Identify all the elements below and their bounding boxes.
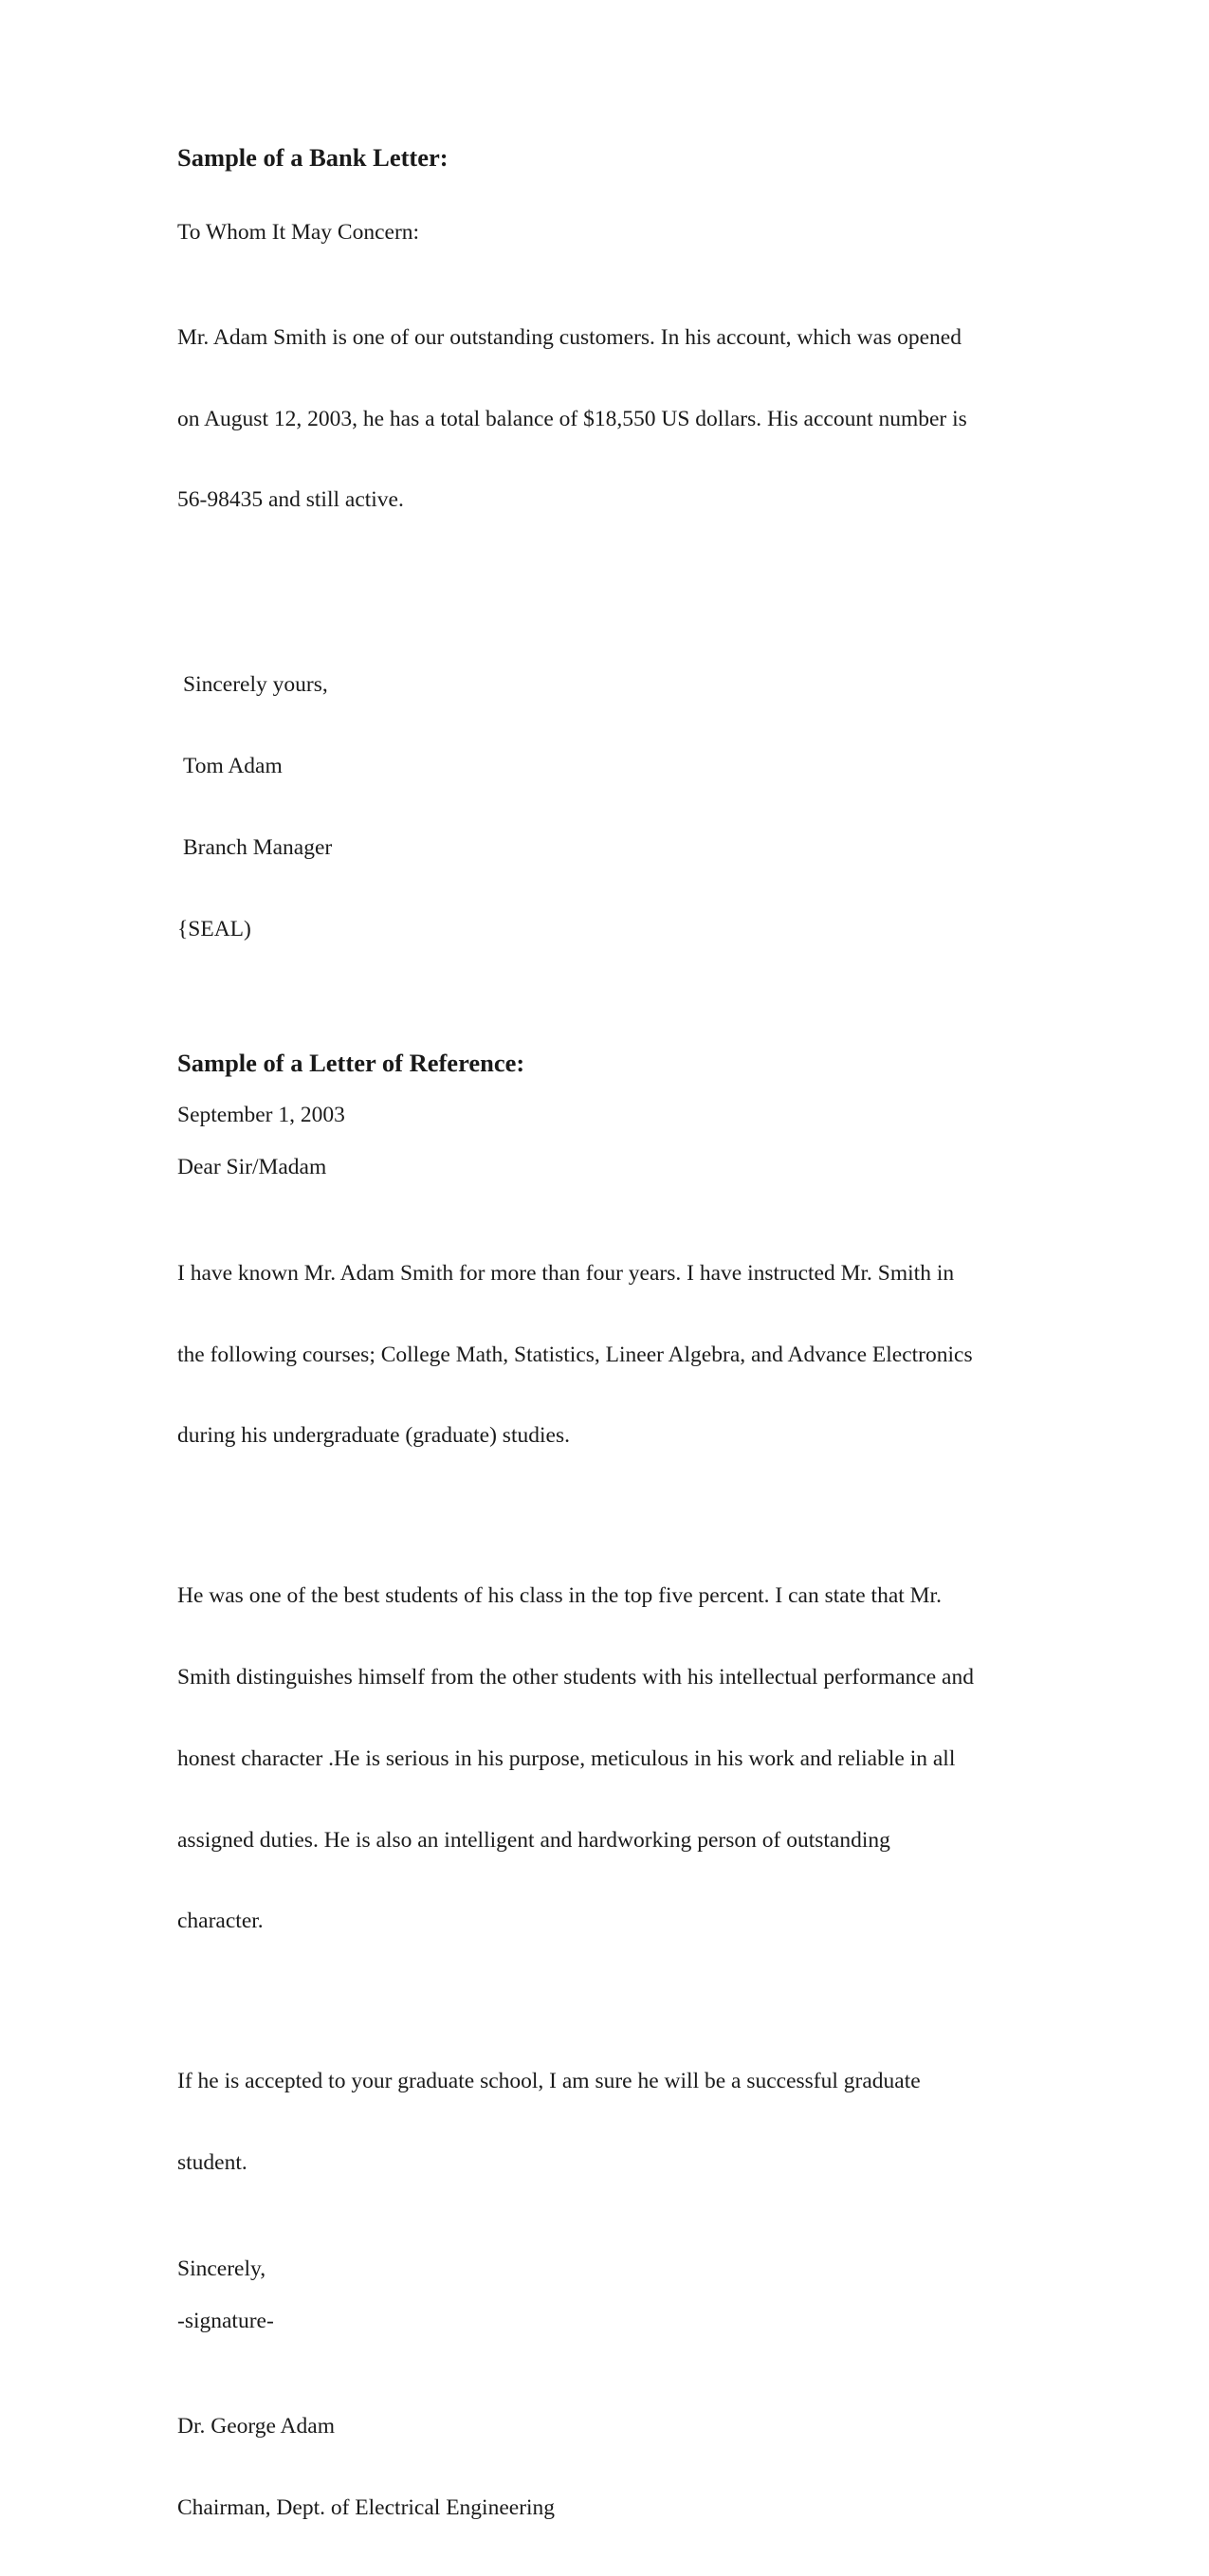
bank-letter-body-line: 56-98435 and still active. bbox=[177, 487, 404, 513]
reference-letter-signer-name: Dr. George Adam bbox=[177, 2414, 335, 2439]
reference-paragraph-line: assigned duties. He is also an intelligent and hardworking person of outstanding bbox=[177, 1827, 890, 1853]
reference-letter-paragraph-2 bbox=[177, 1528, 1031, 1989]
reference-paragraph-line: the following courses; College Math, Statistics, Lineer Algebra, and Advance Electronics bbox=[177, 1342, 973, 1367]
bank-letter-closing-block bbox=[177, 617, 1031, 996]
reference-paragraph-line: I have known Mr. Adam Smith for more than four years. I have instructed Mr. Smith in bbox=[177, 1260, 955, 1286]
reference-letter-signer-title: Chairman, Dept. of Electrical Engineering bbox=[177, 2495, 556, 2521]
bank-letter-title: Sample of a Bank Letter: bbox=[177, 143, 449, 172]
bank-letter-seal: {SEAL) bbox=[177, 916, 251, 941]
reference-paragraph-line: If he is accepted to your graduate school, I am sure he will be a successful graduate bbox=[177, 2069, 921, 2094]
bank-letter-body-line: Mr. Adam Smith is one of our outstanding customers. In his account, which was opened bbox=[177, 324, 962, 350]
reference-paragraph-line: Smith distinguishes himself from the other students with his intellectual performance and bbox=[177, 1665, 974, 1690]
reference-paragraph-line: character. bbox=[177, 1909, 264, 1934]
reference-paragraph-line: during his undergraduate (graduate) studies. bbox=[177, 1423, 570, 1449]
reference-letter-title: Sample of a Letter of Reference: bbox=[177, 1049, 525, 1078]
bank-letter-body bbox=[177, 270, 1031, 569]
reference-letter-paragraph-3 bbox=[177, 2014, 1031, 2231]
reference-letter-date: September 1, 2003 bbox=[177, 1103, 345, 1128]
bank-letter-closing: Sincerely yours, bbox=[183, 672, 328, 698]
reference-paragraph-line: honest character .He is serious in his purpose, meticulous in his work and reliable in all bbox=[177, 1745, 956, 1771]
bank-letter-body-line: on August 12, 2003, he has a total balance of $18,550 US dollars. His account number is bbox=[177, 406, 967, 431]
reference-letter-signer-block bbox=[177, 2359, 1031, 2576]
reference-letter-paragraph-1 bbox=[177, 1206, 1031, 1505]
bank-letter-salutation: To Whom It May Concern: bbox=[177, 220, 420, 245]
reference-letter-closing: Sincerely, bbox=[177, 2256, 266, 2281]
reference-paragraph-line: He was one of the best students of his class in the top five percent. I can state that Mr. bbox=[177, 1583, 942, 1609]
reference-letter-signature: -signature- bbox=[177, 2308, 274, 2333]
document-page bbox=[177, 142, 1031, 2576]
reference-letter-salutation: Dear Sir/Madam bbox=[177, 1155, 327, 1180]
reference-paragraph-line: student. bbox=[177, 2150, 247, 2176]
bank-letter-signer-title: Branch Manager bbox=[183, 834, 333, 860]
bank-letter-signer-name: Tom Adam bbox=[183, 754, 283, 779]
